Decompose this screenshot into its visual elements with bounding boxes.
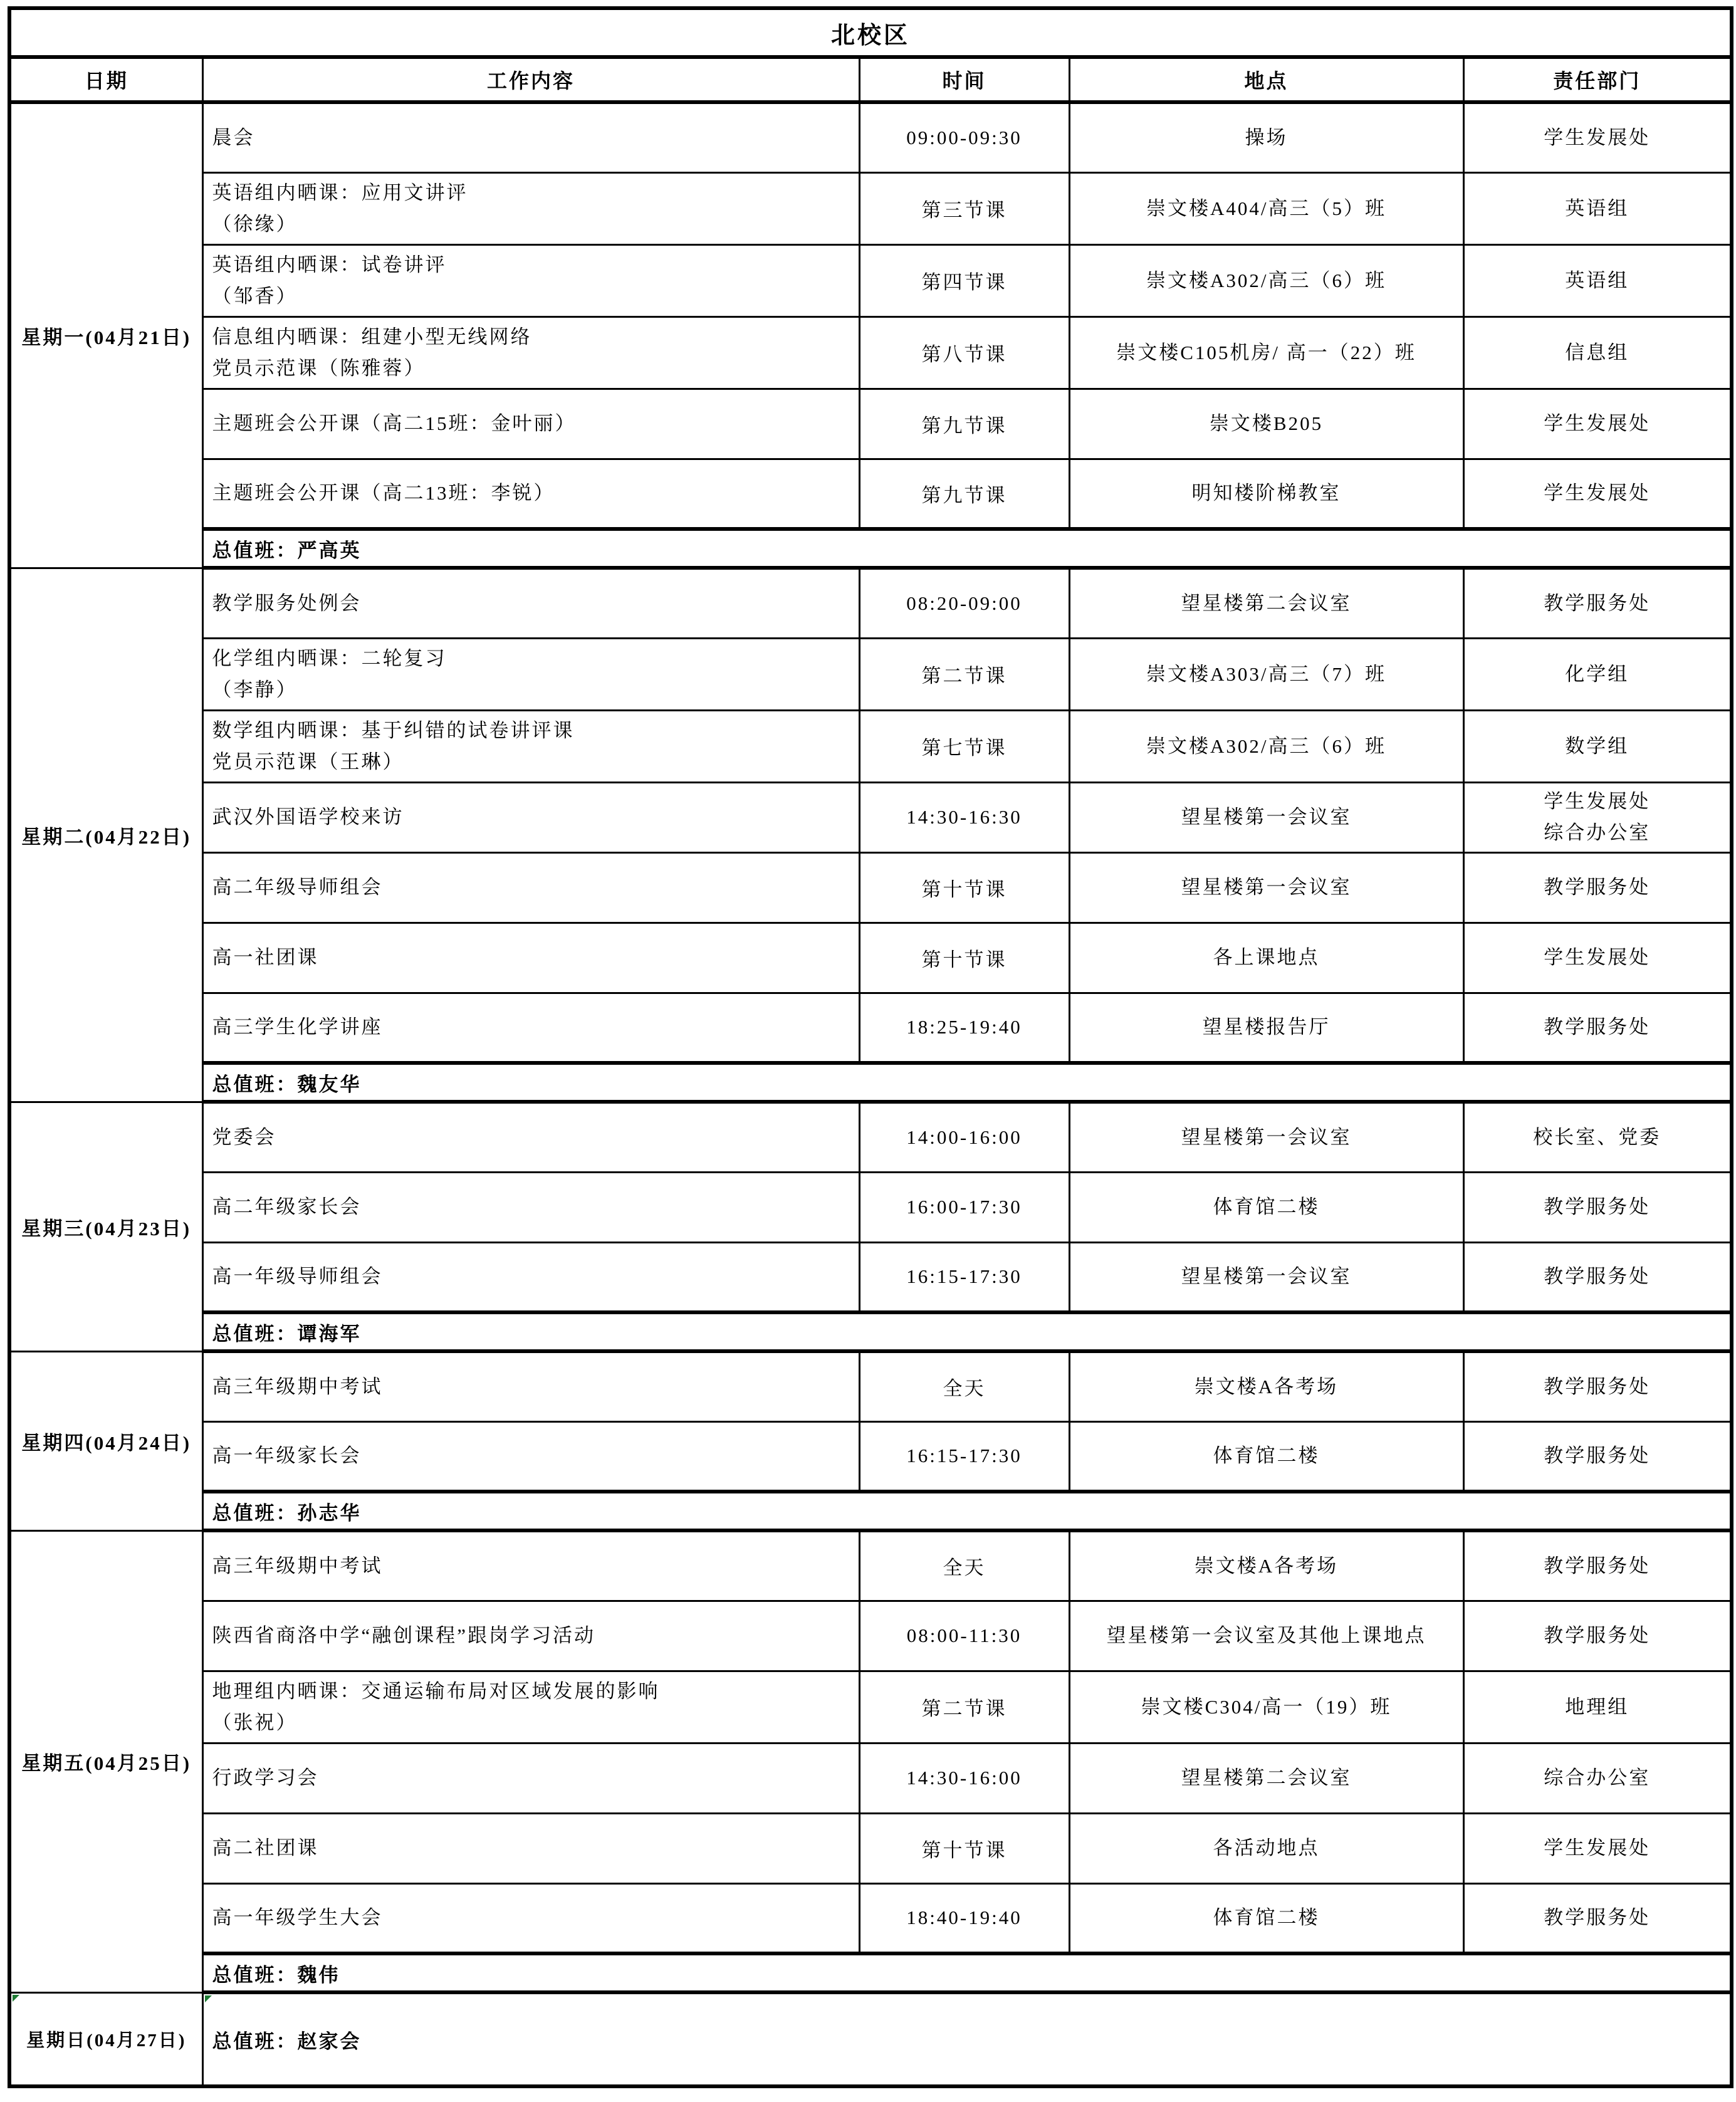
place-line: 望星楼第二会议室 (1181, 1767, 1352, 1789)
work-content-cell (202, 1351, 859, 1421)
place-cell (1069, 102, 1463, 172)
place-cell (1069, 993, 1463, 1063)
time-cell: 16:15-17:30 (859, 1242, 1069, 1312)
work-content-cell (202, 389, 859, 459)
work-content-line: 陕西省商洛中学“融创课程”跟岗学习活动 (212, 1624, 596, 1646)
department-cell (1463, 102, 1732, 172)
department-line: 学生发展处 (1544, 126, 1651, 149)
department-cell (1463, 852, 1732, 923)
schedule-row (9, 316, 1732, 389)
time-cell: 第三节课 (859, 172, 1069, 244)
place-line: 望星楼报告厅 (1202, 1016, 1331, 1038)
schedule-row (9, 1351, 1732, 1421)
work-content-cell (202, 102, 859, 172)
work-content-line: 高三年级期中考试 (212, 1554, 383, 1577)
time-cell: 08:00-11:30 (859, 1601, 1069, 1671)
work-content-cell (202, 172, 859, 244)
work-content-line: 高二年级导师组会 (212, 876, 383, 898)
schedule-row (9, 102, 1732, 172)
work-content-line: 党员示范课（陈雅蓉） (212, 357, 426, 379)
department-line: 综合办公室 (1544, 822, 1651, 844)
work-content-line: （李静） (212, 678, 298, 701)
work-content-line: 高三年级期中考试 (212, 1375, 383, 1398)
date-cell: 星期三(04月23日) (9, 1102, 202, 1351)
work-content-cell (202, 244, 859, 316)
work-content-cell (202, 1172, 859, 1242)
col-header-date: 日期 (9, 57, 202, 102)
work-content-line: 高一社团课 (212, 946, 319, 968)
time-cell: 第七节课 (859, 710, 1069, 782)
time-cell: 第九节课 (859, 389, 1069, 459)
work-content-line: 行政学习会 (212, 1767, 319, 1789)
place-cell (1069, 244, 1463, 316)
time-cell: 14:30-16:30 (859, 782, 1069, 852)
schedule-row (9, 1172, 1732, 1242)
place-cell (1069, 568, 1463, 638)
department-line: 学生发展处 (1544, 412, 1651, 434)
work-content-line: 武汉外国语学校来访 (212, 806, 404, 828)
place-line: 望星楼第一会议室 (1181, 806, 1352, 828)
time-cell: 08:20-09:00 (859, 568, 1069, 638)
work-content-cell (202, 1743, 859, 1813)
work-content-cell (202, 316, 859, 389)
schedule-row (9, 1671, 1732, 1743)
place-cell (1069, 1242, 1463, 1312)
date-cell: 星期五(04月25日) (9, 1530, 202, 1992)
place-cell (1069, 923, 1463, 993)
time-cell: 16:00-17:30 (859, 1172, 1069, 1242)
schedule-row (9, 923, 1732, 993)
date-cell: 星期日(04月27日) (9, 1992, 202, 2086)
schedule-row (9, 1242, 1732, 1312)
place-line: 各上课地点 (1213, 946, 1320, 968)
duty-row (9, 1953, 1732, 1992)
time-cell: 14:00-16:00 (859, 1102, 1069, 1172)
department-line: 教学服务处 (1544, 876, 1651, 898)
day-row-星期日(04月27日) (9, 1992, 1732, 2086)
work-content-cell (202, 459, 859, 529)
department-line: 学生发展处 (1544, 1837, 1651, 1859)
time-cell: 09:00-09:30 (859, 102, 1069, 172)
department-line: 学生发展处 (1544, 790, 1651, 812)
work-content-cell (202, 1601, 859, 1671)
place-line: 体育馆二楼 (1213, 1196, 1320, 1218)
schedule-row (9, 1421, 1732, 1492)
work-content-line: 英语组内晒课：试卷讲评 (212, 253, 447, 276)
department-cell (1463, 1351, 1732, 1421)
time-cell: 全天 (859, 1351, 1069, 1421)
work-content-cell (202, 993, 859, 1063)
duty-officer-cell: 总值班：谭海军 (202, 1312, 1732, 1351)
duty-row (9, 1312, 1732, 1351)
place-cell (1069, 1813, 1463, 1883)
department-line: 地理组 (1565, 1695, 1629, 1718)
department-cell (1463, 459, 1732, 529)
schedule-row (9, 1743, 1732, 1813)
work-content-cell (202, 923, 859, 993)
duty-officer-cell: 总值班：严高英 (202, 529, 1732, 568)
work-content-line: 高一年级家长会 (212, 1445, 362, 1467)
schedule-table (8, 6, 1733, 2088)
time-cell: 14:30-16:00 (859, 1743, 1069, 1813)
department-cell (1463, 172, 1732, 244)
place-line: 崇文楼A各考场 (1194, 1375, 1339, 1398)
duty-row (9, 1063, 1732, 1102)
place-line: 望星楼第一会议室及其他上课地点 (1106, 1624, 1426, 1646)
department-line: 教学服务处 (1544, 1375, 1651, 1398)
department-line: 校长室、党委 (1533, 1126, 1661, 1148)
place-line: 崇文楼B205 (1209, 412, 1324, 434)
place-cell (1069, 782, 1463, 852)
schedule-row (9, 1530, 1732, 1601)
work-content-cell (202, 1530, 859, 1601)
department-cell (1463, 710, 1732, 782)
time-cell: 第十节课 (859, 852, 1069, 923)
department-cell (1463, 638, 1732, 710)
department-line: 信息组 (1565, 341, 1629, 363)
date-cell: 星期四(04月24日) (9, 1351, 202, 1530)
department-cell (1463, 1883, 1732, 1953)
schedule-row (9, 1813, 1732, 1883)
place-cell (1069, 1883, 1463, 1953)
place-line: 崇文楼A404/高三（5）班 (1146, 197, 1386, 219)
place-line: 崇文楼A302/高三（6）班 (1146, 735, 1386, 757)
place-cell (1069, 1743, 1463, 1813)
place-line: 崇文楼A302/高三（6）班 (1146, 269, 1386, 291)
department-line: 数学组 (1565, 735, 1629, 757)
work-content-line: 高一年级导师组会 (212, 1265, 383, 1288)
work-content-line: 晨会 (212, 126, 255, 149)
department-line: 教学服务处 (1544, 592, 1651, 614)
place-line: 崇文楼C105机房/ 高一（22）班 (1116, 341, 1416, 363)
department-line: 学生发展处 (1544, 482, 1651, 505)
place-cell (1069, 1351, 1463, 1421)
time-cell: 第四节课 (859, 244, 1069, 316)
department-cell (1463, 389, 1732, 459)
schedule-row (9, 1102, 1732, 1172)
department-cell (1463, 1743, 1732, 1813)
department-line: 英语组 (1565, 197, 1629, 219)
col-header-department: 责任部门 (1463, 57, 1732, 102)
place-cell (1069, 1421, 1463, 1492)
department-cell (1463, 1242, 1732, 1312)
work-content-cell (202, 1813, 859, 1883)
duty-row (9, 1492, 1732, 1530)
department-cell (1463, 1530, 1732, 1601)
work-content-line: 英语组内晒课：应用文讲评 (212, 181, 468, 204)
work-content-line: （张祝） (212, 1711, 298, 1733)
schedule-row (9, 459, 1732, 529)
department-line: 化学组 (1565, 662, 1629, 685)
work-content-line: 主题班会公开课（高二15班：金叶丽） (212, 412, 577, 434)
department-cell (1463, 993, 1732, 1063)
place-line: 各活动地点 (1213, 1837, 1320, 1859)
work-content-cell (202, 852, 859, 923)
column-header-row (9, 57, 1732, 102)
time-cell: 18:40-19:40 (859, 1883, 1069, 1953)
schedule-row (9, 782, 1732, 852)
department-cell (1463, 316, 1732, 389)
work-content-line: 主题班会公开课（高二13班：李锐） (212, 482, 555, 505)
time-cell: 第九节课 (859, 459, 1069, 529)
department-line: 教学服务处 (1544, 1554, 1651, 1577)
department-line: 教学服务处 (1544, 1445, 1651, 1467)
place-line: 体育馆二楼 (1213, 1445, 1320, 1467)
time-cell: 全天 (859, 1530, 1069, 1601)
schedule-row (9, 389, 1732, 459)
place-cell (1069, 710, 1463, 782)
place-line: 崇文楼A各考场 (1194, 1554, 1339, 1577)
department-cell (1463, 782, 1732, 852)
place-cell (1069, 459, 1463, 529)
work-content-line: （徐缘） (212, 212, 298, 235)
time-cell: 18:25-19:40 (859, 993, 1069, 1063)
place-line: 望星楼第一会议室 (1181, 1126, 1352, 1148)
department-cell (1463, 923, 1732, 993)
campus-title: 北校区 (9, 8, 1732, 57)
work-content-cell (202, 782, 859, 852)
department-cell (1463, 1172, 1732, 1242)
work-content-cell (202, 710, 859, 782)
place-line: 明知楼阶梯教室 (1191, 482, 1341, 505)
place-line: 望星楼第二会议室 (1181, 592, 1352, 614)
department-line: 综合办公室 (1544, 1767, 1651, 1789)
place-cell (1069, 1102, 1463, 1172)
work-content-line: 教学服务处例会 (212, 592, 362, 614)
work-content-line: 高三学生化学讲座 (212, 1016, 383, 1038)
department-cell (1463, 1421, 1732, 1492)
work-content-line: （邹香） (212, 285, 298, 307)
time-cell: 第十节课 (859, 923, 1069, 993)
work-content-cell (202, 1883, 859, 1953)
place-cell (1069, 1530, 1463, 1601)
work-content-line: 数学组内晒课：基于纠错的试卷讲评课 (212, 719, 575, 741)
department-cell (1463, 1671, 1732, 1743)
duty-row (9, 529, 1732, 568)
place-cell (1069, 1671, 1463, 1743)
department-line: 英语组 (1565, 269, 1629, 291)
work-content-cell (202, 1242, 859, 1312)
time-cell: 第二节课 (859, 1671, 1069, 1743)
duty-officer-cell: 总值班：魏友华 (202, 1063, 1732, 1102)
department-cell (1463, 244, 1732, 316)
col-header-place: 地点 (1069, 57, 1463, 102)
department-line: 教学服务处 (1544, 1624, 1651, 1646)
department-line: 教学服务处 (1544, 1906, 1651, 1929)
schedule-row (9, 852, 1732, 923)
duty-officer-cell: 总值班：孙志华 (202, 1492, 1732, 1530)
work-content-cell (202, 1102, 859, 1172)
schedule-row (9, 244, 1732, 316)
time-cell: 第二节课 (859, 638, 1069, 710)
place-cell (1069, 389, 1463, 459)
department-cell (1463, 568, 1732, 638)
department-cell (1463, 1813, 1732, 1883)
duty-officer-cell: 总值班：魏伟 (202, 1953, 1732, 1992)
place-cell (1069, 852, 1463, 923)
date-cell: 星期一(04月21日) (9, 102, 202, 568)
place-cell (1069, 1601, 1463, 1671)
work-content-line: 信息组内晒课：组建小型无线网络 (212, 325, 532, 348)
schedule-row (9, 1883, 1732, 1953)
time-cell: 16:15-17:30 (859, 1421, 1069, 1492)
place-cell (1069, 1172, 1463, 1242)
work-content-line: 高二年级家长会 (212, 1196, 362, 1218)
place-line: 崇文楼C304/高一（19）班 (1141, 1695, 1392, 1718)
place-cell (1069, 316, 1463, 389)
department-line: 教学服务处 (1544, 1265, 1651, 1288)
schedule-row (9, 710, 1732, 782)
department-line: 教学服务处 (1544, 1196, 1651, 1218)
work-content-line: 高二社团课 (212, 1837, 319, 1859)
place-line: 操场 (1245, 126, 1288, 149)
place-line: 望星楼第一会议室 (1181, 1265, 1352, 1288)
department-cell (1463, 1102, 1732, 1172)
work-content-line: 党委会 (212, 1126, 276, 1148)
work-content-line: 党员示范课（王琳） (212, 750, 404, 773)
schedule-row (9, 638, 1732, 710)
work-content-cell (202, 1671, 859, 1743)
place-line: 望星楼第一会议室 (1181, 876, 1352, 898)
schedule-row (9, 568, 1732, 638)
work-content-line: 地理组内晒课：交通运输布局对区域发展的影响 (212, 1680, 660, 1702)
department-line: 教学服务处 (1544, 1016, 1651, 1038)
schedule-row (9, 172, 1732, 244)
department-cell (1463, 1601, 1732, 1671)
col-header-work-content: 工作内容 (202, 57, 859, 102)
time-cell: 第八节课 (859, 316, 1069, 389)
schedule-row (9, 993, 1732, 1063)
schedule-row (9, 1601, 1732, 1671)
work-content-cell (202, 568, 859, 638)
title-row (9, 8, 1732, 57)
work-content-cell (202, 638, 859, 710)
department-line: 学生发展处 (1544, 946, 1651, 968)
time-cell: 第十节课 (859, 1813, 1069, 1883)
work-content-line: 化学组内晒课：二轮复习 (212, 647, 447, 669)
place-cell (1069, 638, 1463, 710)
place-cell (1069, 172, 1463, 244)
place-line: 体育馆二楼 (1213, 1906, 1320, 1929)
work-content-cell (202, 1421, 859, 1492)
date-cell: 星期二(04月22日) (9, 568, 202, 1102)
place-line: 崇文楼A303/高三（7）班 (1146, 662, 1386, 685)
work-content-line: 高一年级学生大会 (212, 1906, 383, 1929)
duty-officer-cell: 总值班：赵家会 (202, 1992, 1732, 2086)
col-header-time: 时间 (859, 57, 1069, 102)
